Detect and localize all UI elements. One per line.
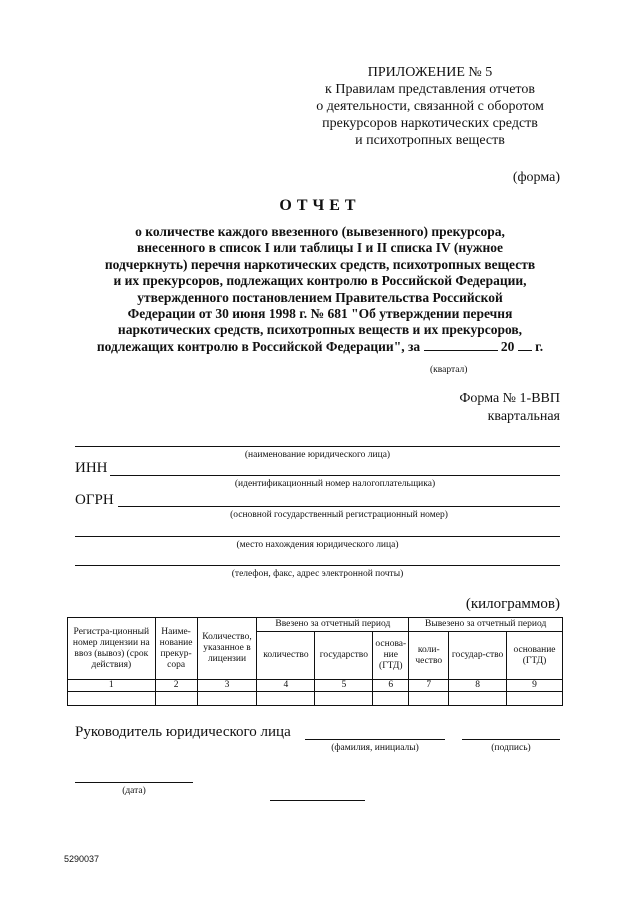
header-export-basis: основание (ГТД)	[507, 632, 563, 680]
subtitle-line: Федерации от 30 июня 1998 г. № 681 "Об утверждении перечня	[127, 306, 513, 322]
appendix-title: ПРИЛОЖЕНИЕ № 5	[367, 65, 493, 80]
quarter-field[interactable]	[424, 350, 498, 351]
table-cell[interactable]	[507, 692, 563, 706]
header-import-group: Ввезено за отчетный период	[257, 618, 409, 632]
column-number: 5	[315, 680, 373, 692]
header-import-country: государство	[315, 632, 373, 680]
report-subtitle	[60, 224, 580, 355]
director-signature-field[interactable]	[462, 739, 560, 740]
header-export-country: государ-ство	[449, 632, 507, 680]
table-cell[interactable]	[315, 692, 373, 706]
quarter-caption: (квартал)	[430, 365, 468, 375]
year-field[interactable]	[518, 350, 532, 351]
inn-caption: (идентификационный номер налогоплательщика)	[234, 479, 436, 489]
org-name-field[interactable]	[75, 446, 560, 447]
inn-label: ИНН	[75, 460, 108, 476]
form-period: квартальная	[487, 409, 560, 424]
report-title: ОТЧЕТ	[279, 197, 361, 214]
column-number: 8	[449, 680, 507, 692]
column-number: 2	[155, 680, 197, 692]
header-license-number: Регистра-ционный номер лицензии на ввоз (вывоз) (срок действия)	[68, 618, 156, 680]
table-cell[interactable]	[373, 692, 409, 706]
column-number: 9	[507, 680, 563, 692]
form-number-block	[459, 390, 560, 426]
subtitle-line: утвержденного постановлением Правительства Российской	[137, 289, 503, 305]
year-suffix: г.	[535, 338, 544, 354]
inn-field[interactable]	[110, 475, 560, 476]
header-export-quantity: коли-чество	[409, 632, 449, 680]
ogrn-caption: (основной государственный регистрационный номер)	[230, 510, 448, 520]
table-cell[interactable]	[197, 692, 257, 706]
subtitle-line: и их прекурсоров, подлежащих контролю в Российской Федерации,	[113, 273, 527, 289]
contacts-field[interactable]	[75, 565, 560, 566]
column-number: 3	[197, 680, 257, 692]
ogrn-label: ОГРН	[75, 492, 114, 508]
subtitle-line: внесенного в список I или таблицы I и II списка IV (нужное	[136, 240, 504, 256]
header-import-quantity: количество	[257, 632, 315, 680]
appendix-line: прекурсоров наркотических средств	[322, 116, 538, 131]
header-import-basis: основа-ние (ГТД)	[373, 632, 409, 680]
year-prefix: 20	[500, 338, 515, 354]
column-number: 1	[68, 680, 156, 692]
header-export-group: Вывезено за отчетный период	[409, 618, 563, 632]
director-name-field[interactable]	[305, 739, 445, 740]
bottom-line	[270, 800, 365, 801]
table-cell[interactable]	[257, 692, 315, 706]
column-number: 7	[409, 680, 449, 692]
column-number: 4	[257, 680, 315, 692]
header-precursor-name: Наиме-нование прекур-сора	[155, 618, 197, 680]
column-number-row	[68, 680, 563, 692]
table-row	[68, 692, 563, 706]
appendix-line: к Правилам представления отчетов	[325, 82, 535, 97]
units-label: (килограммов)	[465, 596, 560, 612]
subtitle-line-text: подлежащих контролю в Российской Федерации", за	[96, 338, 421, 354]
address-caption: (место нахождения юридического лица)	[236, 540, 399, 550]
address-field[interactable]	[75, 536, 560, 537]
appendix-line: и психотропных веществ	[355, 133, 505, 148]
document-number: 5290037	[64, 854, 100, 864]
header-license-quantity: Количество, указанное в лицензии	[197, 618, 257, 680]
org-name-caption: (наименование юридического лица)	[244, 450, 391, 460]
director-signature-caption: (подпись)	[491, 743, 531, 753]
director-label: Руководитель юридического лица	[75, 724, 291, 740]
table-cell[interactable]	[68, 692, 156, 706]
appendix-line: о деятельности, связанной с оборотом	[316, 99, 544, 114]
appendix-header	[300, 64, 560, 149]
form-label: (форма)	[512, 170, 560, 185]
form-number: Форма № 1-ВВП	[459, 391, 560, 406]
subtitle-line: о количестве каждого ввезенного (вывезенного) прекурсора,	[135, 224, 505, 239]
date-caption: (дата)	[122, 786, 146, 796]
column-number: 6	[373, 680, 409, 692]
contacts-caption: (телефон, факс, адрес электронной почты)	[231, 569, 404, 579]
table-cell[interactable]	[449, 692, 507, 706]
table-cell[interactable]	[409, 692, 449, 706]
subtitle-line: наркотических средств, психотропных веществ и их прекурсоров,	[117, 322, 523, 338]
report-table	[67, 617, 563, 706]
subtitle-line: подчеркнуть) перечня наркотических средств, психотропных веществ	[104, 256, 536, 272]
date-field[interactable]	[75, 782, 193, 783]
ogrn-field[interactable]	[118, 506, 560, 507]
subtitle-last-line	[60, 339, 580, 355]
table-cell[interactable]	[155, 692, 197, 706]
director-name-caption: (фамилия, инициалы)	[331, 743, 419, 753]
